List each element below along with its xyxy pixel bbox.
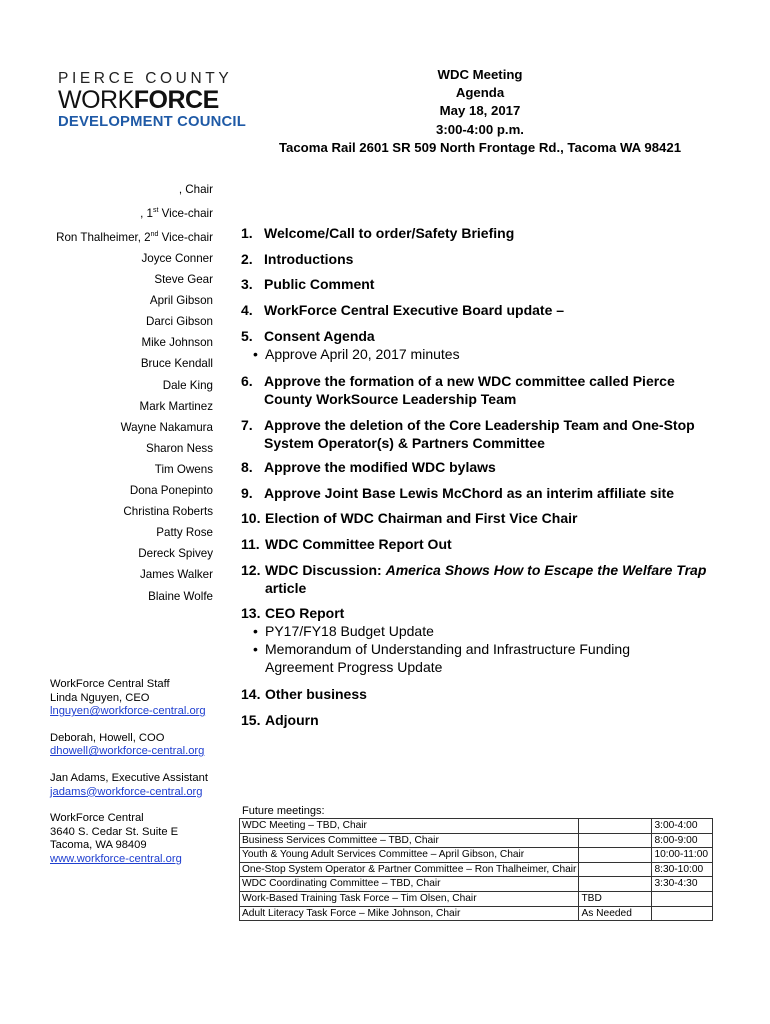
member-vice1-sup: st xyxy=(152,207,159,215)
agenda-number: 3. xyxy=(241,276,253,292)
staff-assistant-email-link[interactable]: jadams@workforce-central.org xyxy=(50,785,203,798)
agenda-bullet: • PY17/FY18 Budget Update xyxy=(241,622,721,640)
member-vice2-suffix: Vice-chair xyxy=(158,230,213,244)
meeting-location: Tacoma Rail 2601 SR 509 North Frontage Rd., Tacoma WA 98421 xyxy=(278,139,682,155)
agenda-item-7 xyxy=(241,416,721,452)
meeting-subtitle: Agenda xyxy=(455,85,505,101)
meeting-name-cell: WDC Meeting – TBD, Chair xyxy=(240,819,579,834)
member-name: Bruce Kendall xyxy=(140,357,213,371)
meeting-name-cell: Work-Based Training Task Force – Tim Olsen, Chair xyxy=(240,891,579,906)
table-row xyxy=(240,877,713,892)
agenda-number: 8. xyxy=(241,459,253,475)
agenda-number: 9. xyxy=(241,485,253,501)
logo-line-council: DEVELOPMENT COUNCIL xyxy=(58,114,246,130)
agenda-number: 11. xyxy=(241,536,260,552)
agenda-text: CEO Report xyxy=(265,605,345,621)
meeting-status-cell xyxy=(579,862,652,877)
meeting-status-cell xyxy=(579,819,652,834)
agenda-bullet: • Memorandum of Understanding and Infrastructure Funding Agreement Progress Update xyxy=(241,640,695,676)
agenda-number: 4. xyxy=(241,302,253,318)
meeting-status-cell xyxy=(579,877,652,892)
meeting-time-cell: 3:00-4:00 xyxy=(652,819,713,834)
spacer xyxy=(50,799,250,812)
agenda-number: 6. xyxy=(241,373,253,389)
member-name: Darci Gibson xyxy=(145,315,213,329)
staff-contacts xyxy=(50,678,250,867)
agenda-bullet: • Approve April 20, 2017 minutes xyxy=(241,345,721,363)
member-name: Wayne Nakamura xyxy=(120,420,213,434)
agenda-text: Welcome/Call to order/Safety Briefing xyxy=(264,225,515,241)
staff-assistant: Jan Adams, Executive Assistant xyxy=(50,771,208,784)
agenda-text: Consent Agenda xyxy=(264,328,375,344)
agenda-item-8 xyxy=(241,458,721,476)
member-name: Tim Owens xyxy=(154,462,213,476)
agenda-number: 1. xyxy=(241,225,253,241)
member-name: Mike Johnson xyxy=(141,336,213,350)
agenda-number: 13. xyxy=(241,605,261,621)
staff-ceo-email-link[interactable]: lnguyen@workforce-central.org xyxy=(50,705,206,718)
member-name: Sharon Ness xyxy=(145,441,213,455)
meeting-status-cell: TBD xyxy=(579,891,652,906)
agenda-text: Public Comment xyxy=(264,276,375,292)
member-name: Dona Ponepinto xyxy=(129,484,213,498)
agenda-article-title: America Shows How to Escape the Welfare Trap xyxy=(385,562,707,578)
meeting-status-cell xyxy=(579,833,652,848)
agenda-text: WDC Committee Report Out xyxy=(265,536,452,552)
staff-heading: WorkForce Central Staff xyxy=(50,678,170,690)
member-vice2-sup: nd xyxy=(150,231,159,239)
logo-line-county: PIERCE COUNTY xyxy=(58,70,233,87)
meeting-header xyxy=(240,66,720,157)
meeting-name-cell: Adult Literacy Task Force – Mike Johnson, Chair xyxy=(240,906,579,921)
agenda-number: 5. xyxy=(241,328,253,344)
org-name: WorkForce Central xyxy=(50,812,144,825)
agenda-item-12 xyxy=(241,561,721,597)
member-name: Dereck Spivey xyxy=(138,547,213,561)
member-chair: , Chair xyxy=(178,183,213,196)
table-row xyxy=(240,862,713,877)
agenda-text: Approve the formation of a new WDC committee called Pierce County WorkSource Leadership Team xyxy=(264,373,675,407)
agenda-number: 7. xyxy=(241,417,253,433)
member-name: Blaine Wolfe xyxy=(148,589,213,603)
staff-coo: Deborah, Howell, COO xyxy=(50,731,165,744)
future-meetings-table xyxy=(239,818,713,921)
member-vice1-suffix: Vice-chair xyxy=(158,206,213,220)
agenda-number: 12. xyxy=(241,562,261,578)
agenda-text: Other business xyxy=(265,686,367,702)
logo-work: WORK xyxy=(58,86,134,114)
table-row xyxy=(240,833,713,848)
table-row xyxy=(240,906,713,921)
agenda-item-14 xyxy=(241,685,721,703)
agenda-text-part: WDC Discussion: xyxy=(265,562,386,578)
member-name: Christina Roberts xyxy=(123,505,213,519)
meeting-name-cell: WDC Coordinating Committee – TBD, Chair xyxy=(240,877,579,892)
agenda-text xyxy=(265,561,721,597)
meeting-time-cell: 8:30-10:00 xyxy=(652,862,713,877)
org-address-line1: 3640 S. Cedar St. Suite E xyxy=(50,825,179,838)
member-vice-chair-1 xyxy=(30,200,213,224)
table-row xyxy=(240,891,713,906)
org-website-link[interactable]: www.workforce-central.org xyxy=(50,852,182,865)
meeting-name-cell: One-Stop System Operator & Partner Committee – Ron Thalheimer, Chair xyxy=(240,862,579,877)
logo xyxy=(58,70,246,131)
agenda-item-2 xyxy=(241,250,721,268)
member-vice1-prefix: , 1 xyxy=(140,206,153,220)
agenda-item-1 xyxy=(241,224,721,242)
agenda-text: Election of WDC Chairman and First Vice Chair xyxy=(265,510,578,526)
future-meetings-label: Future meetings: xyxy=(242,805,325,817)
agenda-number: 2. xyxy=(241,251,253,267)
agenda-number: 14. xyxy=(241,686,261,702)
staff-coo-email-link[interactable]: dhowell@workforce-central.org xyxy=(50,745,205,758)
spacer xyxy=(50,759,250,772)
meeting-time-cell: 10:00-11:00 xyxy=(652,848,713,863)
table-row xyxy=(240,819,713,834)
agenda-number: 15. xyxy=(241,712,261,728)
logo-force: FORCE xyxy=(133,86,219,114)
meeting-time: 3:00-4:00 p.m. xyxy=(436,121,524,137)
meeting-date: May 18, 2017 xyxy=(439,103,521,119)
meeting-time-cell xyxy=(652,906,713,921)
member-name: Patty Rose xyxy=(156,526,213,540)
agenda-text: Approve Joint Base Lewis McChord as an interim affiliate site xyxy=(264,485,674,501)
spacer xyxy=(50,719,250,732)
table-row xyxy=(240,848,713,863)
agenda-item-9 xyxy=(241,484,721,502)
meeting-time-cell xyxy=(652,891,713,906)
member-name: Mark Martinez xyxy=(139,399,213,413)
agenda-text: Introductions xyxy=(264,251,354,267)
logo-line-workforce xyxy=(58,87,238,114)
agenda-item-4 xyxy=(241,301,721,319)
agenda-item-5 xyxy=(241,327,721,363)
agenda-text: Approve the deletion of the Core Leadership Team and One-Stop System Operator(s) & Partners Committee xyxy=(264,417,695,451)
org-address-line2: Tacoma, WA 98409 xyxy=(50,839,147,852)
meeting-time-cell: 8:00-9:00 xyxy=(652,833,713,848)
agenda-number: 10. xyxy=(241,510,261,526)
meeting-status-cell xyxy=(579,848,652,863)
member-name: James Walker xyxy=(139,568,213,582)
agenda-text: Adjourn xyxy=(265,712,319,728)
agenda-item-6 xyxy=(241,372,721,408)
staff-ceo: Linda Nguyen, CEO xyxy=(50,691,150,704)
member-name: Dale King xyxy=(162,378,213,392)
agenda-item-15 xyxy=(241,711,721,729)
member-vice2-prefix: Ron Thalheimer, 2 xyxy=(56,230,151,244)
agenda-text: Approve the modified WDC bylaws xyxy=(264,459,496,475)
meeting-name-cell: Youth & Young Adult Services Committee – April Gibson, Chair xyxy=(240,848,579,863)
meeting-time-cell: 3:30-4:30 xyxy=(652,877,713,892)
agenda-text: WorkForce Central Executive Board update – xyxy=(264,302,565,318)
meeting-status-cell: As Needed xyxy=(579,906,652,921)
meeting-name-cell: Business Services Committee – TBD, Chair xyxy=(240,833,579,848)
agenda-item-13 xyxy=(241,604,721,676)
meeting-title: WDC Meeting xyxy=(437,67,523,82)
agenda-item-10 xyxy=(241,509,721,527)
member-name: Steve Gear xyxy=(154,273,213,287)
member-vice-chair-2 xyxy=(30,224,213,248)
member-name: April Gibson xyxy=(149,294,213,308)
agenda-item-11 xyxy=(241,535,721,553)
member-name: Joyce Conner xyxy=(141,252,213,265)
members-list xyxy=(30,179,213,607)
agenda-text-part: article xyxy=(265,580,307,596)
agenda-item-3 xyxy=(241,275,721,293)
